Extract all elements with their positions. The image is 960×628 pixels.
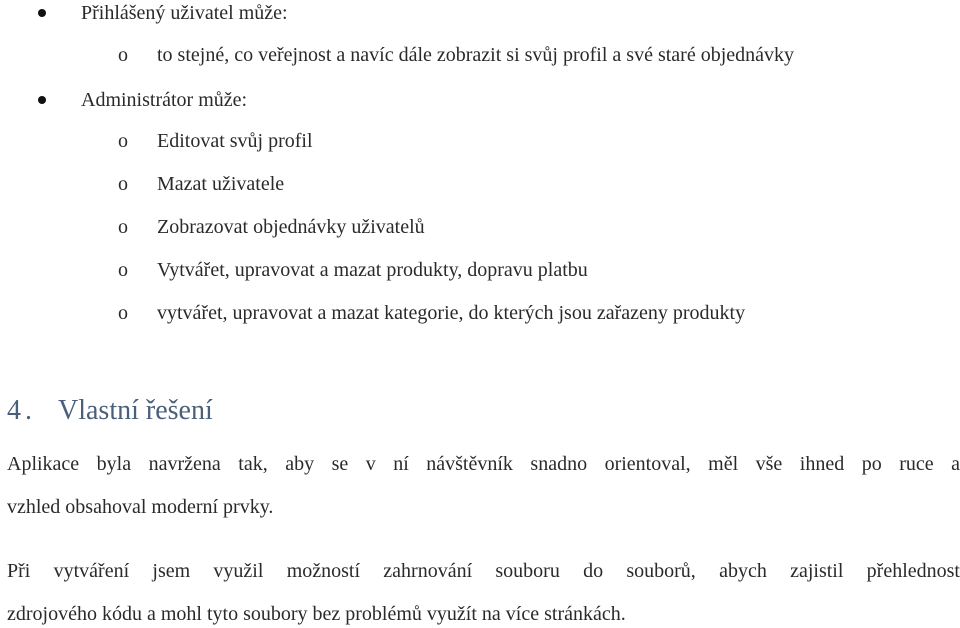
list-subitem: vytvářet, upravovat a mazat kategorie, do kterých jsou zařazeny produkty (157, 302, 746, 324)
paragraph-line (7, 452, 960, 476)
list-subitem: to stejné, co veřejnost a navíc dále zobrazit si svůj profil a své staré objednávky (157, 44, 795, 66)
list-subitem: Mazat uživatele (157, 173, 285, 195)
section-heading (7, 394, 213, 428)
list-subitem: Vytvářet, upravovat a mazat produkty, dopravu platbu (157, 259, 588, 281)
section-title: Vlastní řešení (58, 395, 213, 426)
list-subitem: Zobrazovat objednávky uživatelů (157, 216, 425, 238)
paragraph-line (7, 559, 960, 583)
sub-bullet-icon: o (118, 173, 128, 195)
bullet-dot-icon (38, 9, 46, 17)
sub-bullet-icon: o (118, 302, 128, 324)
paragraph-text: Aplikace byla navržena tak, aby se v ní návštěvník snadno orientoval, měl vše ihned po ruce a (7, 453, 960, 475)
paragraph-text: vzhled obsahoval moderní prvky. (7, 496, 274, 518)
paragraph-text: zdrojového kódu a mohl tyto soubory bez problémů využít na více stránkách. (7, 603, 626, 625)
paragraph (7, 452, 960, 476)
sub-bullet-icon: o (118, 44, 128, 66)
list-item-logged-user: Přihlášený uživatel může: (81, 2, 288, 24)
sub-bullet-icon: o (118, 259, 128, 281)
paragraph (7, 559, 960, 583)
section-number: 4. (7, 395, 36, 426)
sub-bullet-icon: o (118, 130, 128, 152)
bullet-dot-icon (38, 96, 46, 104)
list-subitem: Editovat svůj profil (157, 130, 313, 152)
list-item-admin: Administrátor může: (81, 89, 248, 111)
sub-bullet-icon: o (118, 216, 128, 238)
paragraph-text: Při vytváření jsem využil možností zahrnování souboru do souborů, abych zajistil přehlednost (7, 560, 960, 582)
